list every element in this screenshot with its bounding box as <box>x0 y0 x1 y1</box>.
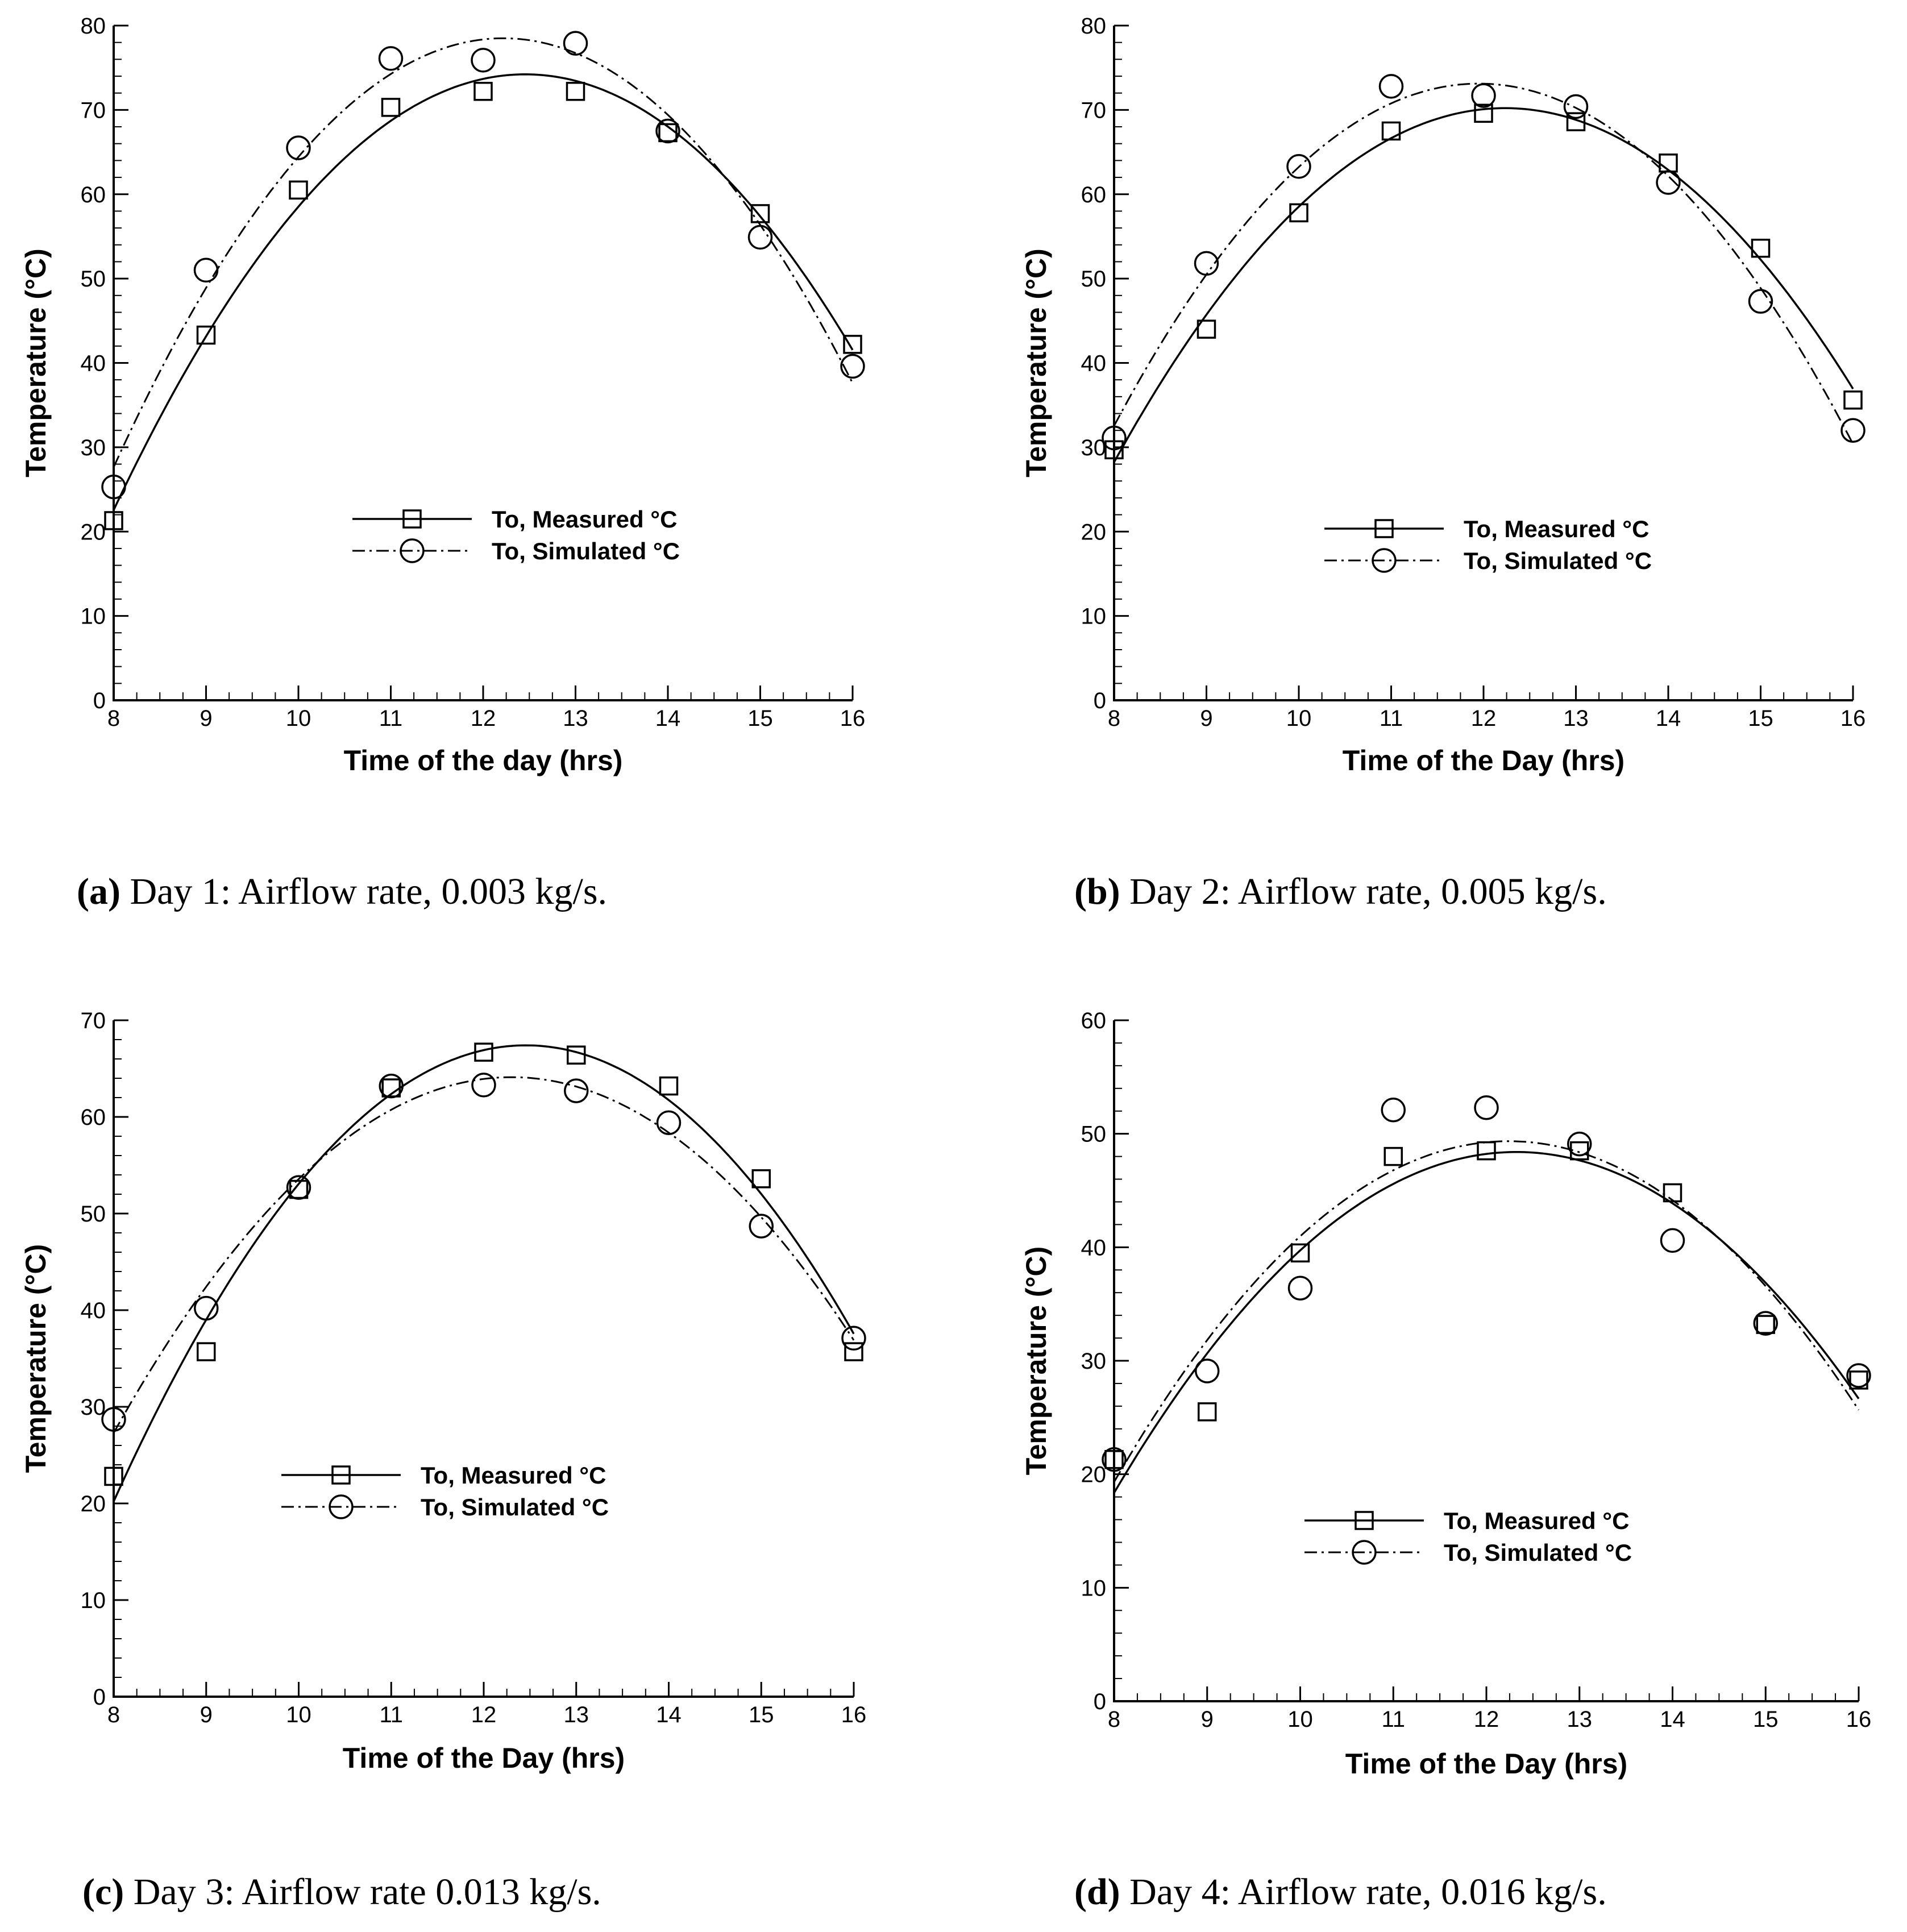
x-axis-title: Time of the Day (hrs) <box>1345 1748 1628 1780</box>
legend <box>352 506 680 564</box>
y-tick-label: 0 <box>1093 688 1106 713</box>
x-tick-label: 11 <box>1379 706 1403 731</box>
x-tick-label: 12 <box>1473 1707 1499 1732</box>
x-tick-label: 15 <box>749 1702 774 1727</box>
y-tick-label: 10 <box>80 604 106 629</box>
panel-caption <box>77 871 607 912</box>
caption-text: Day 2: Airflow rate, 0.005 kg/s. <box>1120 871 1607 912</box>
measured-point <box>660 1078 678 1095</box>
chart-panel-1 <box>20 14 865 912</box>
x-tick-label: 8 <box>1107 706 1121 731</box>
x-tick-label: 9 <box>200 706 213 731</box>
x-tick-label: 10 <box>1286 706 1312 731</box>
simulated-point <box>472 49 495 72</box>
y-tick-label: 20 <box>1081 520 1106 545</box>
y-tick-label: 50 <box>80 1202 106 1227</box>
x-tick-label: 9 <box>1200 1707 1214 1732</box>
simulated-point <box>564 32 587 55</box>
simulated-point <box>1750 290 1772 313</box>
measured-point <box>1383 122 1400 139</box>
y-tick-label: 10 <box>1081 1576 1106 1601</box>
measured-point <box>290 181 307 198</box>
y-tick-label: 60 <box>1081 182 1106 207</box>
simulated-point <box>658 1111 680 1134</box>
simulated-point <box>842 1327 865 1349</box>
axes <box>1114 1020 1859 1701</box>
x-tick-label: 14 <box>656 1702 682 1727</box>
y-tick-label: 40 <box>1081 351 1106 376</box>
y-tick-label: 0 <box>93 1685 106 1710</box>
series-curve-1 <box>114 74 853 510</box>
x-tick-label: 13 <box>563 1702 589 1727</box>
chart-panel-4 <box>1020 1008 1871 1913</box>
axes <box>114 26 853 700</box>
y-tick-label: 40 <box>80 1298 106 1323</box>
x-tick-label: 15 <box>747 706 773 731</box>
measured-point <box>752 205 769 222</box>
x-tick-label: 10 <box>1287 1707 1313 1732</box>
measured-point <box>1752 240 1769 257</box>
x-tick-label: 14 <box>1660 1707 1685 1732</box>
x-tick-label: 8 <box>107 706 121 731</box>
y-tick-label: 30 <box>1081 435 1106 460</box>
y-tick-label: 70 <box>80 98 106 123</box>
simulated-point <box>1472 84 1495 107</box>
chart-panel-2 <box>1020 14 1866 912</box>
x-tick-label: 15 <box>1753 1707 1779 1732</box>
simulated-point <box>472 1074 495 1096</box>
y-tick-label: 70 <box>1081 98 1106 123</box>
chart-panel-3 <box>20 1008 866 1913</box>
y-tick-label: 0 <box>93 688 106 713</box>
simulated-point <box>1657 171 1680 194</box>
x-axis-title: Time of the day (hrs) <box>343 745 623 776</box>
series-curve-1 <box>1114 108 1853 462</box>
y-tick-label: 80 <box>1081 14 1106 39</box>
y-tick-label: 30 <box>1081 1349 1106 1374</box>
simulated-point <box>195 259 218 281</box>
y-tick-label: 20 <box>1081 1462 1106 1488</box>
simulated-point <box>1842 419 1864 442</box>
y-tick-label: 30 <box>80 435 106 460</box>
measured-point <box>198 1343 215 1360</box>
legend-label: To, Measured °C <box>1464 516 1650 542</box>
y-tick-label: 60 <box>80 1105 106 1130</box>
measured-point <box>1844 392 1862 409</box>
measured-point <box>1385 1148 1402 1165</box>
simulated-point <box>749 226 772 248</box>
simulated-point <box>565 1079 588 1102</box>
x-tick-label: 12 <box>470 706 496 731</box>
legend <box>1324 516 1652 574</box>
y-tick-label: 20 <box>80 1491 106 1516</box>
x-tick-label: 8 <box>1107 1707 1121 1732</box>
y-axis-title: Temperature (°C) <box>20 1244 52 1473</box>
legend-label: To, Simulated °C <box>1444 1539 1632 1566</box>
caption-text: Day 1: Airflow rate, 0.003 kg/s. <box>120 871 608 912</box>
x-tick-label: 14 <box>1655 706 1681 731</box>
legend-label: To, Measured °C <box>492 506 678 533</box>
measured-point <box>475 83 492 100</box>
simulated-point <box>1382 1099 1405 1121</box>
simulated-point <box>1565 95 1588 118</box>
y-axis-title: Temperature (°C) <box>1020 1246 1052 1476</box>
caption-letter: (a) <box>77 871 121 912</box>
y-tick-label: 20 <box>80 520 106 545</box>
series-curve-1 <box>114 1045 854 1501</box>
x-tick-label: 13 <box>563 706 588 731</box>
x-tick-label: 16 <box>841 1702 867 1727</box>
caption-letter: (c) <box>82 1871 124 1913</box>
y-axis-title: Temperature (°C) <box>1020 248 1052 477</box>
legend-label: To, Measured °C <box>421 1462 606 1489</box>
y-tick-label: 40 <box>80 351 106 376</box>
caption-letter: (b) <box>1074 871 1120 912</box>
y-tick-label: 60 <box>80 182 106 207</box>
legend <box>281 1462 609 1520</box>
x-tick-label: 12 <box>471 1702 497 1727</box>
x-tick-label: 12 <box>1470 706 1497 731</box>
x-tick-label: 8 <box>107 1702 121 1727</box>
panel-caption <box>82 1871 601 1913</box>
x-axis-title: Time of the Day (hrs) <box>342 1742 625 1774</box>
panel-caption <box>1074 871 1607 912</box>
x-tick-label: 16 <box>840 706 866 731</box>
legend-label: To, Simulated °C <box>421 1494 609 1520</box>
legend <box>1304 1507 1632 1566</box>
legend-label: To, Simulated °C <box>1464 547 1652 574</box>
legend-label: To, Measured °C <box>1444 1507 1630 1534</box>
x-tick-label: 13 <box>1563 706 1589 731</box>
series-curve-2 <box>114 38 853 467</box>
y-tick-label: 10 <box>1081 604 1106 629</box>
simulated-point <box>1196 1360 1219 1382</box>
x-tick-label: 9 <box>200 1702 213 1727</box>
measured-point <box>753 1170 770 1187</box>
simulated-point <box>1475 1096 1498 1119</box>
x-tick-label: 10 <box>286 1702 311 1727</box>
series-curve-2 <box>114 1077 854 1433</box>
measured-point <box>1757 1316 1774 1333</box>
y-tick-label: 30 <box>80 1395 106 1420</box>
measured-point <box>1478 1142 1495 1160</box>
axes <box>1114 26 1853 700</box>
x-tick-label: 16 <box>1846 1707 1872 1732</box>
measured-point <box>568 1046 585 1063</box>
caption-text: Day 3: Airflow rate 0.013 kg/s. <box>124 1871 601 1913</box>
y-tick-label: 80 <box>80 14 106 39</box>
y-tick-label: 50 <box>80 267 106 292</box>
series-curve-1 <box>1114 1152 1859 1493</box>
simulated-point <box>380 47 402 70</box>
simulated-point <box>1380 75 1403 98</box>
y-tick-label: 40 <box>1081 1235 1106 1261</box>
simulated-point <box>1661 1229 1684 1252</box>
y-tick-label: 50 <box>1081 267 1106 292</box>
simulated-point <box>1289 1277 1312 1299</box>
x-tick-label: 11 <box>379 706 403 731</box>
caption-letter: (d) <box>1074 1871 1120 1913</box>
series-curve-2 <box>1114 84 1853 444</box>
measured-point <box>567 83 584 100</box>
y-tick-label: 0 <box>1093 1689 1106 1714</box>
measured-point <box>383 99 400 116</box>
axes <box>114 1020 854 1697</box>
x-tick-label: 13 <box>1567 1707 1592 1732</box>
panel-caption <box>1074 1871 1607 1913</box>
measured-point <box>1199 1403 1216 1420</box>
x-axis-title: Time of the Day (hrs) <box>1342 745 1625 776</box>
caption-text: Day 4: Airflow rate, 0.016 kg/s. <box>1120 1871 1607 1913</box>
simulated-point <box>195 1297 218 1320</box>
y-tick-label: 50 <box>1081 1121 1106 1147</box>
legend-label: To, Simulated °C <box>492 538 680 564</box>
x-tick-label: 14 <box>655 706 681 731</box>
x-tick-label: 9 <box>1200 706 1213 731</box>
x-tick-label: 11 <box>1381 1707 1406 1732</box>
y-tick-label: 60 <box>1081 1008 1106 1033</box>
y-axis-title: Temperature (°C) <box>20 248 52 477</box>
x-tick-label: 10 <box>285 706 311 731</box>
series-curve-2 <box>1114 1141 1859 1482</box>
measured-point <box>845 1343 862 1360</box>
x-tick-label: 15 <box>1748 706 1773 731</box>
y-tick-label: 70 <box>80 1008 106 1033</box>
measured-point <box>1292 1244 1309 1261</box>
x-tick-label: 11 <box>379 1702 404 1727</box>
x-tick-label: 16 <box>1840 706 1866 731</box>
y-tick-label: 10 <box>80 1588 106 1613</box>
measured-point <box>1571 1142 1588 1160</box>
